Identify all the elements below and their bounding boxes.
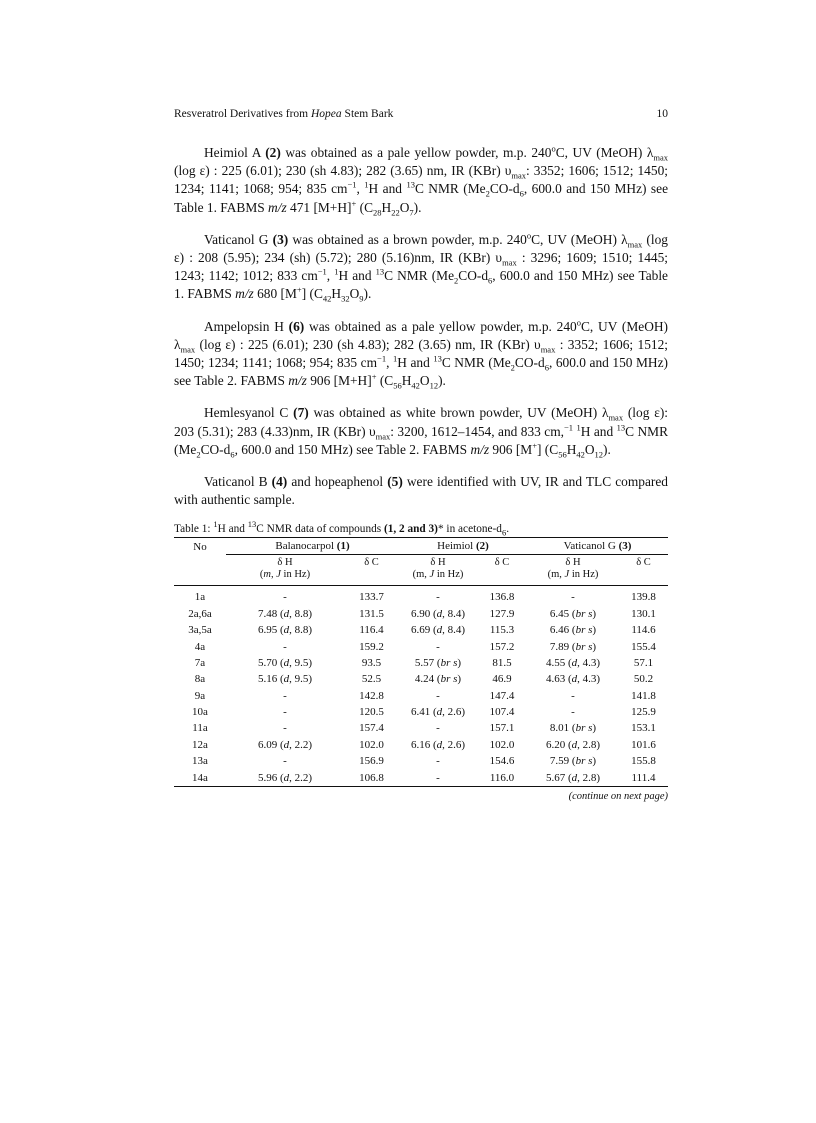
cell-dh-3 — [527, 655, 619, 671]
cell-dh-2 — [399, 655, 477, 671]
sub-header-dc-1: δ C — [344, 555, 399, 586]
cell-dc-1: 133.7 — [359, 591, 384, 604]
table-row — [174, 655, 668, 671]
shift-text: 5.57 ( — [414, 656, 441, 669]
cell-dh-1 — [226, 655, 344, 671]
multiplicity: br s — [575, 607, 593, 620]
shift-text: 7.48 ( — [257, 607, 284, 620]
continue-note: (continue on next page) — [568, 790, 668, 802]
paragraph-vaticanol-g: Vaticanol G (3) was obtained as a brown powder, m.p. 240$^o$C, UV (MeOH) $\lambda_{max}$ (log ε) : 208 (5.95); 234 (sh) (5.72); 280 (5.16)nm, IR (KBr) $\upsilon_{max}$ : 3296; 1609; 1510; 1445; 1243; 1142; 1012; 833 $cm^{-1}$, $^1$H and $^{13}$C NMR ($Me_2CO-d_6$, 600.0 and 150 MHz) see Table 1. FABMS m/z 680 [M+] $(C_{42}H_{32}O_9)$. — [174, 230, 669, 305]
shift-text: 4.24 ( — [414, 673, 441, 686]
shift-text: - — [571, 591, 575, 604]
cell-dh-3 — [527, 671, 619, 687]
table-row — [174, 704, 668, 720]
cell-dh-3 — [527, 606, 619, 622]
cell-dc-2: 154.6 — [489, 755, 515, 768]
cell-dc-2: 127.9 — [489, 607, 515, 620]
cell-dh-2 — [399, 704, 477, 720]
cell-dc-3: 155.4 — [631, 640, 656, 653]
cell-position: 9a — [194, 689, 206, 702]
cell-position: 14a — [174, 769, 226, 786]
cell-dh-2 — [399, 606, 477, 622]
table-caption: Table 1: $^1$H and $^{13}$C NMR data of compounds (1, 2 and 3)* in acetone-$d_6$. — [174, 519, 510, 538]
cell-dc-1: 157.4 — [359, 722, 384, 735]
shift-text: 6.46 ( — [549, 624, 576, 637]
shift-text: - — [436, 591, 440, 604]
cell-dc-2: 102.0 — [489, 738, 515, 751]
cell-dh-1 — [226, 606, 344, 622]
multiplicity: d — [283, 738, 290, 751]
cell-dh-2 — [399, 753, 477, 769]
cell-position: 7a — [194, 656, 206, 669]
shift-text: 4.55 ( — [545, 656, 572, 669]
cell-dc-1: 120.5 — [359, 706, 384, 719]
multiplicity: d — [283, 607, 290, 620]
cell-dc-3: 101.6 — [631, 738, 656, 751]
running-title: Resveratrol Derivatives from Hopea Stem Bark — [174, 108, 394, 120]
shift-text: ) — [457, 673, 462, 686]
cell-dh-3 — [527, 586, 619, 606]
table-row — [174, 769, 668, 786]
shift-text: 6.95 ( — [257, 624, 284, 637]
multiplicity: d — [283, 771, 290, 784]
shift-text: 7.59 ( — [549, 755, 576, 768]
cell-dc-3: 50.2 — [633, 673, 654, 686]
shift-text: - — [283, 755, 287, 768]
shift-text: , 2.8) — [577, 738, 601, 751]
body-text — [174, 144, 668, 802]
cell-dh-3 — [527, 769, 619, 786]
shift-text: 5.96 ( — [257, 771, 284, 784]
group-header-3: Vaticanol G (3) — [527, 538, 668, 555]
sub-header-dc-3: δ C — [619, 555, 668, 586]
multiplicity: d — [571, 656, 578, 669]
cell-dc-1: 93.5 — [361, 656, 382, 669]
cell-dh-3 — [527, 737, 619, 753]
cell-dh-1 — [226, 720, 344, 736]
cell-dh-1 — [226, 622, 344, 638]
multiplicity: d — [571, 673, 578, 686]
multiplicity: d — [436, 706, 443, 719]
shift-text: 6.41 ( — [410, 706, 437, 719]
paragraph-ampelopsin-h: Ampelopsin H (6) was obtained as a pale yellow powder, m.p. 240$^o$C, UV (MeOH) $\lambda_{max}$ (log ε) : 225 (6.01); 230 (sh 4.83); 282 (3.65) nm, IR (KBr) $\upsilon_{max}$ : 3352; 1606; 1512; 1450; 1234; 1141; 1068; 954; 835 $cm^{-1}$, $^1$H and $^{13}$C NMR ($Me_2CO-d_6$, 600.0 and 150 MHz) see Table 2. FABMS m/z 906 [M+H]+ $(C_{56}H_{42}O_{12})$. — [174, 317, 669, 391]
shift-text: - — [436, 689, 440, 702]
paragraph-hemlesyanol-c: Hemlesyanol C (7) was obtained as white brown powder, UV (MeOH) $\lambda_{max}$ (log ε): 203 (5.31); 283 (4.33)nm, IR (KBr) $\upsilon_{max}$: 3200, 1612–1454, and 833 cm,$^{-1}$ $^1$H and $^{13}$C NMR ($Me_2CO-d_6$, 600.0 and 150 MHz) see Table 2. FABMS m/z 906 [M+] $(C_{56}H_{42}O_{12})$. — [174, 405, 668, 460]
cell-dc-3: 111.4 — [619, 769, 668, 786]
shift-text: 6.09 ( — [257, 738, 284, 751]
shift-text: , 2.6) — [442, 706, 466, 719]
cell-dh-1 — [226, 638, 344, 654]
sub-header-dh-3: δ H (m, J in Hz) — [527, 555, 619, 586]
shift-text: ) — [592, 755, 597, 768]
cell-dh-2 — [399, 586, 477, 606]
cell-dc-2: 136.8 — [489, 591, 515, 604]
cell-dc-2: 147.4 — [489, 689, 515, 702]
cell-dh-1 — [226, 753, 344, 769]
cell-dc-2: 46.9 — [492, 673, 512, 686]
cell-dh-2 — [399, 671, 477, 687]
table-row — [174, 753, 668, 769]
shift-text: 6.16 ( — [410, 738, 437, 751]
cell-dc-3: 141.8 — [631, 689, 656, 702]
cell-position: 1a — [194, 591, 206, 604]
cell-dc-1: 52.5 — [361, 673, 382, 686]
cell-dc-3: 125.9 — [631, 706, 656, 719]
cell-dc-1: 131.5 — [359, 607, 384, 620]
table-sub-header — [174, 555, 668, 586]
shift-text: - — [283, 706, 287, 719]
shift-text: , 9.5) — [289, 656, 313, 669]
cell-dh-2 — [399, 769, 477, 786]
cell-dh-2 — [399, 622, 477, 638]
shift-text: 8.01 ( — [549, 722, 576, 735]
cell-dc-1: 116.4 — [359, 624, 384, 637]
multiplicity: d — [283, 624, 290, 637]
cell-dc-2: 81.5 — [492, 656, 512, 669]
shift-text: ) — [592, 607, 597, 620]
multiplicity: d — [436, 738, 443, 751]
multiplicity: d — [571, 771, 578, 784]
cell-dc-3: 114.6 — [631, 624, 656, 637]
multiplicity: d — [571, 738, 578, 751]
shift-text: ) — [457, 656, 462, 669]
cell-position: 10a — [192, 706, 208, 719]
table-row — [174, 638, 668, 654]
shift-text: ) — [592, 722, 597, 735]
multiplicity: br s — [575, 640, 593, 653]
shift-text: - — [283, 689, 287, 702]
sub-header-empty — [174, 555, 226, 586]
shift-text: - — [571, 706, 575, 719]
table-row — [174, 622, 668, 638]
shift-text: 5.70 ( — [257, 656, 284, 669]
cell-position: 3a,5a — [188, 624, 212, 637]
cell-dh-3 — [527, 638, 619, 654]
multiplicity: br s — [575, 755, 593, 768]
shift-text: , 2.6) — [442, 738, 466, 751]
cell-dc-1: 102.0 — [359, 738, 384, 751]
cell-dh-3 — [527, 622, 619, 638]
multiplicity: br s — [575, 722, 593, 735]
shift-text: - — [436, 640, 440, 653]
multiplicity: br s — [575, 624, 593, 637]
table-row — [174, 586, 668, 606]
shift-text: 4.63 ( — [545, 673, 572, 686]
cell-dh-2 — [399, 688, 477, 704]
cell-dh-1 — [226, 586, 344, 606]
cell-dc-1: 156.9 — [359, 755, 384, 768]
shift-text: , 2.8) — [577, 771, 601, 784]
multiplicity: d — [436, 607, 443, 620]
shift-text: 5.16 ( — [257, 673, 284, 686]
shift-text: - — [571, 689, 575, 702]
cell-dh-3 — [527, 688, 619, 704]
shift-text: 7.89 ( — [549, 640, 576, 653]
cell-dc-1: 142.8 — [359, 689, 384, 702]
sub-header-dh-1: δ H (m, J in Hz) — [226, 555, 344, 586]
shift-text: , 2.2) — [289, 738, 313, 751]
group-header-1: Balanocarpol (1) — [226, 538, 399, 555]
shift-text: 6.90 ( — [410, 607, 437, 620]
shift-text: , 8.8) — [289, 607, 313, 620]
cell-dc-3: 139.8 — [631, 591, 656, 604]
shift-text: , 8.4) — [442, 607, 466, 620]
multiplicity: d — [283, 656, 290, 669]
shift-text: - — [283, 640, 287, 653]
multiplicity: d — [436, 624, 443, 637]
cell-dc-2: 157.2 — [489, 640, 515, 653]
group-header-2: Heimiol (2) — [399, 538, 527, 555]
shift-text: 6.45 ( — [549, 607, 576, 620]
cell-position: 12a — [192, 738, 208, 751]
cell-dh-2 — [399, 638, 477, 654]
cell-dc-1: 159.2 — [359, 640, 384, 653]
shift-text: , 4.3) — [577, 656, 601, 669]
shift-text: - — [436, 722, 440, 735]
cell-dh-3 — [527, 720, 619, 736]
shift-text: , 8.4) — [442, 624, 466, 637]
sub-header-dc-2: δ C — [477, 555, 527, 586]
table-group-header — [174, 538, 668, 555]
cell-dc-3: 153.1 — [631, 722, 656, 735]
shift-text: , 8.8) — [289, 624, 313, 637]
cell-dc-3: 155.8 — [631, 755, 656, 768]
shift-text: ) — [592, 640, 597, 653]
cell-dc-2: 107.4 — [489, 706, 515, 719]
cell-dh-2 — [399, 737, 477, 753]
table-row — [174, 606, 668, 622]
cell-dh-1 — [226, 704, 344, 720]
multiplicity: br s — [440, 656, 458, 669]
cell-dh-3 — [527, 704, 619, 720]
shift-text: 5.67 ( — [545, 771, 572, 784]
page-number: 10 — [656, 108, 668, 120]
table-body — [174, 586, 668, 786]
multiplicity: d — [283, 673, 290, 686]
cell-position: 4a — [194, 640, 206, 653]
shift-text: - — [436, 755, 440, 768]
cell-dc-3: 57.1 — [633, 656, 654, 669]
table-row — [174, 688, 668, 704]
table-row — [174, 737, 668, 753]
cell-dh-1 — [226, 737, 344, 753]
shift-text: - — [283, 722, 287, 735]
shift-text: , 2.2) — [289, 771, 313, 784]
cell-position: 11a — [192, 722, 208, 735]
paragraph-vaticanol-b: Vaticanol B (4) and hopeaphenol (5) were identified with UV, IR and TLC compared with authentic sample. — [174, 474, 668, 508]
shift-text: - — [436, 771, 440, 784]
table-row — [174, 720, 668, 736]
col-header-no: No — [193, 540, 207, 553]
cell-dh-3 — [527, 753, 619, 769]
cell-dc-2: 116.0 — [477, 769, 527, 786]
running-head — [174, 108, 668, 120]
shift-text: , 9.5) — [289, 673, 313, 686]
cell-position: 2a,6a — [188, 607, 212, 620]
cell-dc-2: 115.3 — [489, 624, 515, 637]
cell-dc-3: 130.1 — [631, 607, 656, 620]
paragraph-heimiol-a: Heimiol A (2) was obtained as a pale yellow powder, m.p. 240$^o$C, UV (MeOH) $\lambda_{max}$ (log ε) : 225 (6.01); 230 (sh 4.83); 282 (3.65) nm, IR (KBr) $\upsilon_{max}$: 3352; 1606; 1512; 1450; 1234; 1141; 1068; 954; 835 $cm^{-1}$, $^1$H and $^{13}$C NMR ($Me_2CO-d_6$, 600.0 and 150 MHz) see Table 1. FABMS m/z 471 [M+H]+ $(C_{28}H_{22}O_7)$. — [174, 143, 669, 218]
multiplicity: br s — [440, 673, 458, 686]
shift-text: 6.69 ( — [410, 624, 437, 637]
shift-text: , 4.3) — [577, 673, 601, 686]
cell-dh-1 — [226, 671, 344, 687]
nmr-table — [174, 537, 668, 786]
cell-dc-2: 157.1 — [489, 722, 515, 735]
table-row — [174, 671, 668, 687]
shift-text: ) — [592, 624, 597, 637]
cell-position: 8a — [194, 673, 206, 686]
shift-text: - — [283, 591, 287, 604]
cell-dh-2 — [399, 720, 477, 736]
cell-position: 13a — [192, 755, 208, 768]
shift-text: 6.20 ( — [545, 738, 572, 751]
cell-dh-1 — [226, 769, 344, 786]
cell-dh-1 — [226, 688, 344, 704]
sub-header-dh-2: δ H (m, J in Hz) — [399, 555, 477, 586]
cell-dc-1: 106.8 — [344, 769, 399, 786]
